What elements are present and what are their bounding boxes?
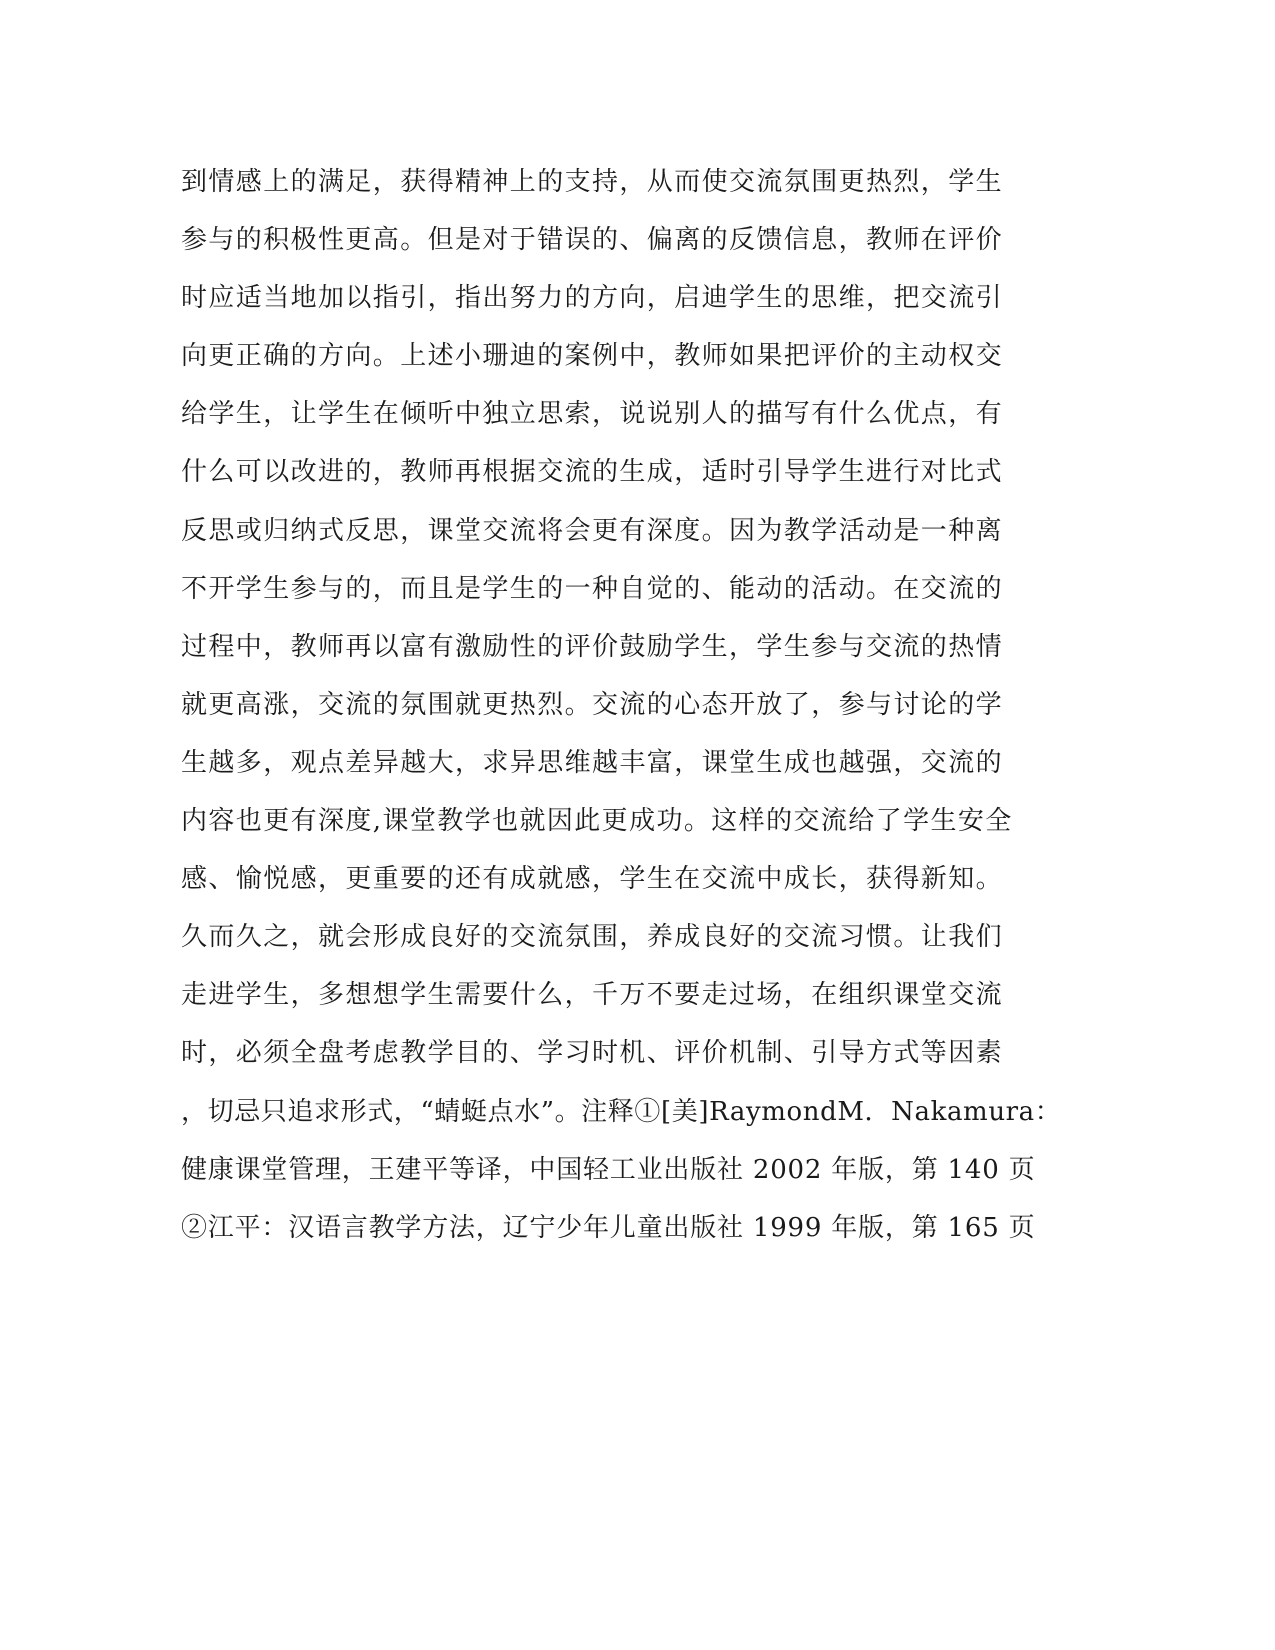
text-line: 就更高涨，交流的氛围就更热烈。交流的心态开放了，参与讨论的学 — [181, 689, 1004, 720]
text-line: 不开学生参与的，而且是学生的一种自觉的、能动的活动。在交流的 — [181, 573, 1004, 604]
text-line: 走进学生，多想想学生需要什么，千万不要走过场，在组织课堂交流 — [181, 980, 1004, 1011]
text-line: 时应适当地加以指引，指出努力的方向，启迪学生的思维，把交流引 — [181, 283, 1004, 314]
text-line: 什么可以改进的，教师再根据交流的生成，适时引导学生进行对比式 — [181, 457, 1004, 488]
footnote-line: ②江平：汉语言教学方法，辽宁少年儿童出版社 1999 年版，第 165 页 — [181, 1212, 1036, 1243]
text-line: 过程中，教师再以富有激励性的评价鼓励学生，学生参与交流的热情 — [181, 631, 1004, 662]
text-line: 给学生，让学生在倾听中独立思索，说说别人的描写有什么优点，有 — [181, 399, 1004, 430]
text-line: 久而久之，就会形成良好的交流氛围，养成良好的交流习惯。让我们 — [181, 922, 1004, 953]
footnote-line: ，切忌只追求形式，“蜻蜓点水”。注释①[美]RaymondM．Nakamura： — [181, 1096, 1062, 1127]
text-line: 生越多，观点差异越大，求异思维越丰富，课堂生成也越强，交流的 — [181, 747, 1004, 778]
footnote-line: 健康课堂管理，王建平等译，中国轻工业出版社 2002 年版，第 140 页 — [181, 1154, 1036, 1185]
text-line: 感、愉悦感，更重要的还有成就感，学生在交流中成长，获得新知。 — [181, 864, 1004, 895]
text-line: 到情感上的满足，获得精神上的支持，从而使交流氛围更热烈，学生 — [181, 167, 1004, 197]
text-line: 时，必须全盘考虑教学目的、学习时机、评价机制、引导方式等因素 — [181, 1038, 1004, 1069]
text-line: 参与的积极性更高。但是对于错误的、偏离的反馈信息，教师在评价 — [181, 225, 1004, 256]
body-text — [181, 158, 1062, 1262]
text-line: 内容也更有深度,课堂教学也就因此更成功。这样的交流给了学生安全 — [181, 806, 1013, 837]
text-line: 向更正确的方向。上述小珊迪的案例中，教师如果把评价的主动权交 — [181, 341, 1004, 372]
text-line: 反思或归纳式反思，课堂交流将会更有深度。因为教学活动是一种离 — [181, 515, 1004, 546]
